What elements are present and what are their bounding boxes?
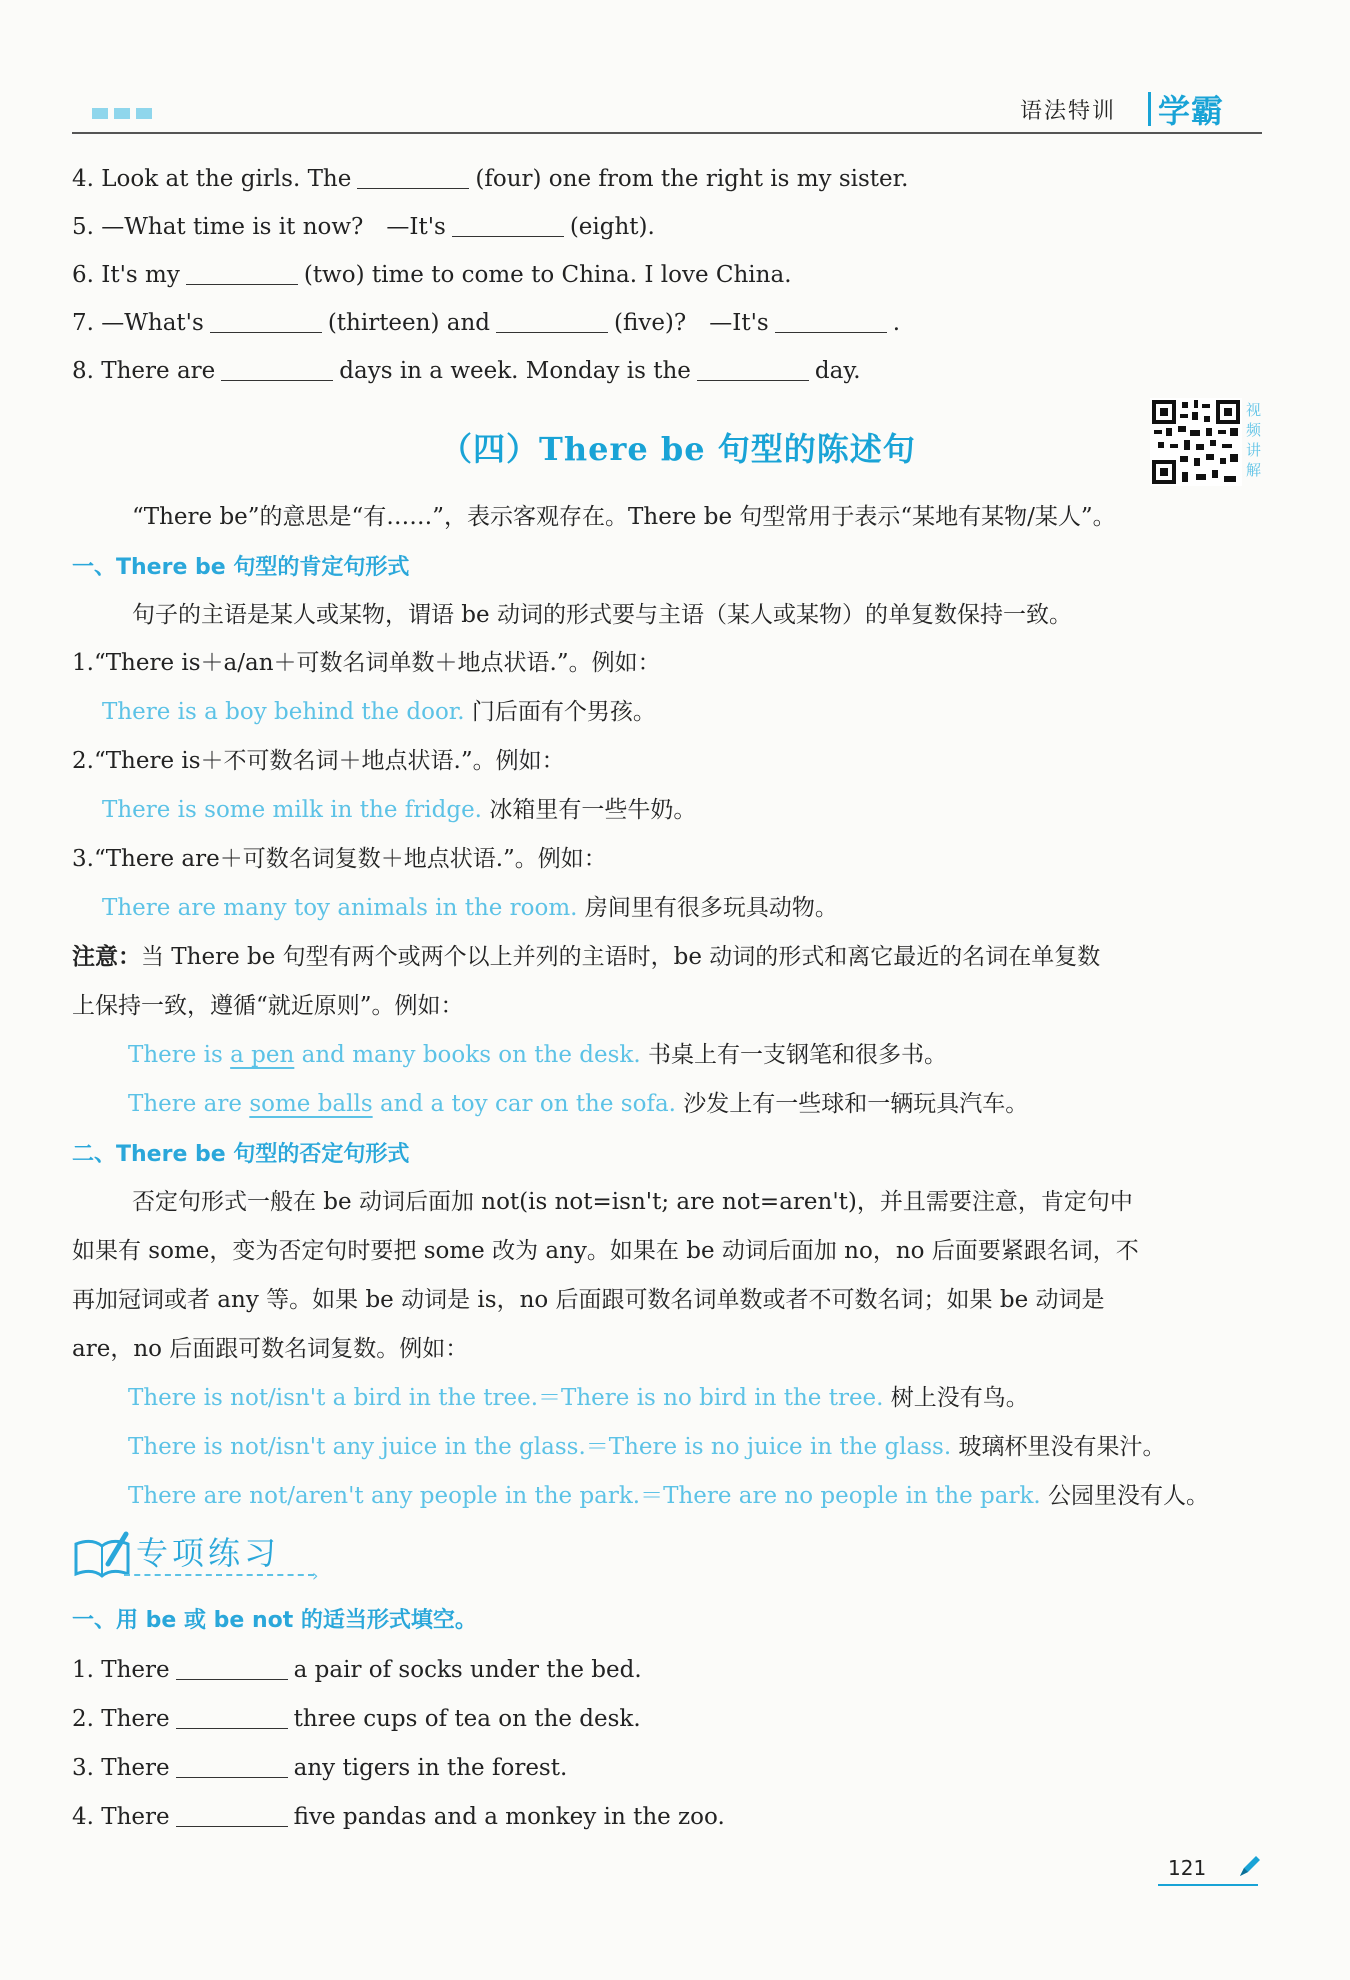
practice-item: 2. There three cups of tea on the desk. <box>72 1706 641 1732</box>
subheading-negative: 二、There be 句型的否定句形式 <box>72 1142 410 1167</box>
example-sentence: There is not/isn't a bird in the tree.＝There is no bird in the tree. 树上没有鸟。 <box>128 1385 1029 1411</box>
paragraph: are，no 后面跟可数名词复数。例如： <box>72 1336 469 1362</box>
pen-icon <box>1236 1852 1264 1884</box>
answer-blank[interactable] <box>186 263 298 285</box>
answer-blank[interactable] <box>496 311 608 333</box>
example-sentence: There are some balls and a toy car on the sofa. 沙发上有一些球和一辆玩具汽车。 <box>128 1091 1029 1117</box>
header-section-title: 语法特训 <box>1020 99 1117 124</box>
example-sentence: There are many toy animals in the room. 房间里有很多玩具动物。 <box>102 895 838 921</box>
paragraph: 再加冠词或者 any 等。如果 be 动词是 is，no 后面跟可数名词单数或者不可数名词；如果 be 动词是 <box>72 1287 1105 1313</box>
answer-blank[interactable] <box>176 1707 288 1729</box>
practice-title: 专项练习 <box>136 1534 281 1572</box>
rule-text: 3.“There are＋可数名词复数＋地点状语.”。例如： <box>72 846 607 872</box>
exercise-item: 4. Look at the girls. The (four) one from the right is my sister. <box>72 166 909 192</box>
exercise-item: 8. There are days in a week. Monday is the day. <box>72 358 861 384</box>
example-sentence: There are not/aren't any people in the park.＝There are no people in the park. 公园里没有人。 <box>128 1483 1210 1509</box>
paragraph: 如果有 some，变为否定句时要把 some 改为 any。如果在 be 动词后面加 no，no 后面要紧跟名词，不 <box>72 1238 1139 1264</box>
answer-blank[interactable] <box>176 1658 288 1680</box>
header-decoration <box>92 108 152 119</box>
note-line: 注意：当 There be 句型有两个或两个以上并列的主语时，be 动词的形式和离它最近的名词在单复数 <box>72 943 1101 970</box>
header-rule <box>72 132 1262 134</box>
paragraph: 否定句形式一般在 be 动词后面加 not(is not=isn't; are not=aren't)，并且需要注意，肯定句中 <box>132 1189 1133 1215</box>
subheading-affirmative: 一、There be 句型的肯定句形式 <box>72 555 410 580</box>
note-line: 上保持一致，遵循“就近原则”。例如： <box>72 993 464 1019</box>
practice-heading: 一、用 be 或 be not 的适当形式填空。 <box>72 1608 477 1633</box>
exercise-item: 7. —What's (thirteen) and (five)? —It's . <box>72 310 901 336</box>
practice-icon <box>72 1530 132 1586</box>
rule-text: 1.“There is＋a/an＋可数名词单数＋地点状语.”。例如： <box>72 650 661 676</box>
answer-blank[interactable] <box>452 215 564 237</box>
page-number: 121 <box>1168 1856 1207 1880</box>
paragraph: 句子的主语是某人或某物，谓语 be 动词的形式要与主语（某人或某物）的单复数保持一致。 <box>132 602 1072 628</box>
exercise-item: 5. —What time is it now? —It's (eight). <box>72 214 655 240</box>
arrow-right-icon: › <box>312 1566 319 1585</box>
section-intro: “There be”的意思是“有……”，表示客观存在。There be 句型常用于表示“某地有某物/某人”。 <box>132 504 1116 530</box>
example-sentence: There is a pen and many books on the desk. 书桌上有一支钢笔和很多书。 <box>128 1042 947 1068</box>
answer-blank[interactable] <box>357 167 469 189</box>
answer-blank[interactable] <box>176 1756 288 1778</box>
rule-text: 2.“There is＋不可数名词＋地点状语.”。例如： <box>72 748 565 774</box>
header-divider <box>1148 92 1151 126</box>
exercise-item: 6. It's my (two) time to come to China. I love China. <box>72 262 792 288</box>
page-number-rule <box>1158 1884 1258 1886</box>
answer-blank[interactable] <box>221 359 333 381</box>
example-sentence: There is some milk in the fridge. 冰箱里有一些牛奶。 <box>102 797 697 823</box>
practice-item: 1. There a pair of socks under the bed. <box>72 1657 642 1683</box>
qr-code[interactable] <box>1150 398 1242 486</box>
example-sentence: There is not/isn't any juice in the glass.＝There is no juice in the glass. 玻璃杯里没有果汁。 <box>128 1434 1166 1460</box>
practice-underline <box>124 1574 314 1576</box>
section-title: （四）There be 句型的陈述句 <box>440 430 916 468</box>
answer-blank[interactable] <box>775 311 887 333</box>
header-brand-logo: 学霸 <box>1158 92 1225 130</box>
practice-item: 3. There any tigers in the forest. <box>72 1755 568 1781</box>
example-sentence: There is a boy behind the door. 门后面有个男孩。 <box>102 699 656 725</box>
answer-blank[interactable] <box>697 359 809 381</box>
answer-blank[interactable] <box>210 311 322 333</box>
qr-video-label: 视频讲解 <box>1246 401 1262 479</box>
practice-item: 4. There five pandas and a monkey in the zoo. <box>72 1804 725 1830</box>
answer-blank[interactable] <box>176 1805 288 1827</box>
